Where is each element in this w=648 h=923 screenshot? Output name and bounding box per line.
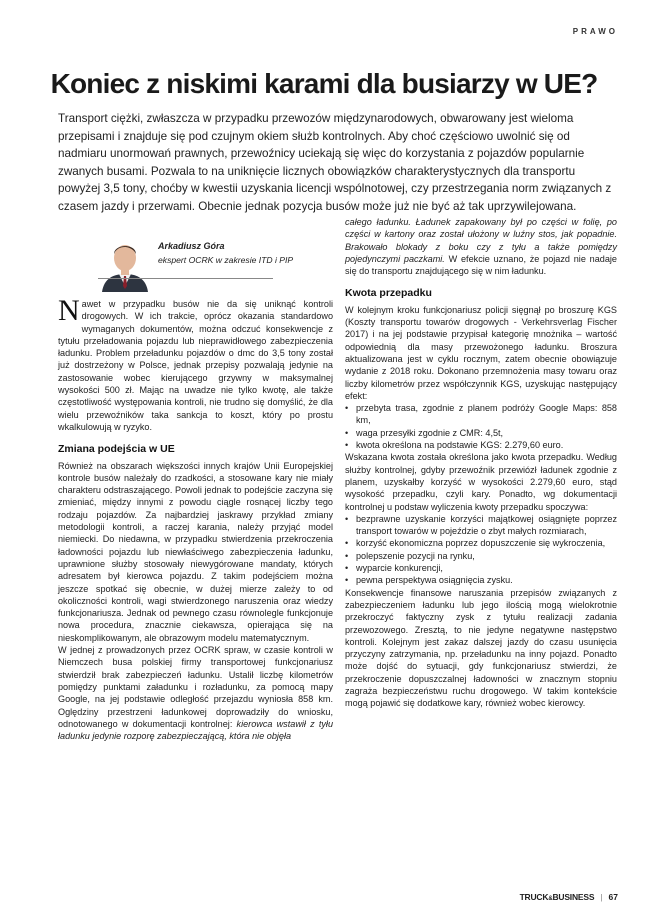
author-name: Arkadiusz Góra <box>158 241 225 251</box>
magazine-logo: TRUCK&BUSINESS <box>519 892 595 902</box>
list-item: • korzyść ekonomiczna poprzez dopuszczenie się wykroczenia, <box>345 537 617 549</box>
list-item: • waga przesyłki zgodnie z CMR: 4,5t, <box>345 427 617 439</box>
list-item: • przebyta trasa, zgodnie z planem podróży Google Maps: 858 km, <box>345 402 617 427</box>
author-info <box>158 240 293 267</box>
drop-cap: N <box>58 294 80 327</box>
page-number: 67 <box>608 892 618 902</box>
section-heading: Zmiana podejścia w UE <box>58 443 175 456</box>
author-box <box>58 216 333 286</box>
avatar <box>98 234 152 292</box>
paragraph: Wskazana kwota została określona jako kwota przepadku. Według służby kontrolnej, gdyby przewoźnik przewiózł ładunek zgodnie z planem, uzyskałby korzyść w wysokości 2.279,60 euro, stąd wysokość przepadku, czyli kary. Ponadto, wg dokumentacji kontrolnej u podstaw wyliczenia kwoty przepadku spoczywa: <box>345 452 617 512</box>
section-heading: Kwota przepadku <box>345 287 432 300</box>
paragraph: W kolejnym kroku funkcjonariusz policji sięgnął po broszurę KGS (Koszty transportu towarów drogowych - Verkehrsverlag Fischer 2017) i na jej podstawie przypisał kategorię mnożnika – wartość odpowiednią dla masy przewożonego ładunku. Broszura aktualizowana jest w cyklu rocznym, zatem obecnie obowiązuje wydanie z 2018 roku. Dokonano przemnożenia masy towaru oraz liczby kilometrów przez współczynnik KGS, uzyskując następujący efekt: <box>345 304 617 401</box>
paragraph: Również na obszarach większości innych krajów Unii Europejskiej kontrole busów należały do rzadkości, a stosowane kary nie miały charakteru odstraszającego. Powoli jednak to podejście zaczyna się zmieniać, między innymi z powodu ciągle rosnącej liczby tego rodzaju pojazdów. Za najbardziej jaskrawy przykład zmiany metodologii kontroli, a raczej karania, należy przyjąć model niemiecki. Do niedawna, w przypadku stwierdzenia przekroczenia ładowności pojazdu lub niewłaściwego zabezpieczenia ładunku, uprawnione służby stosowały niewygórowane mandaty, których adresatem był kierowca pojazdu. Z takim podejściem można jeszcze spotkać się obecnie, w dużej mierze zależy to od okoliczności kontroli, wagi stwierdzonego naruszenia oraz wiedzy funkcjonariusza. Jednak od pewnego czasu równolegle funkcjonuje nowa procedura, znacznie ciekawsza, opierająca się na nieskomplikowanym, ale obrazowym modelu matematycznym. <box>58 460 333 643</box>
list-item: • polepszenie pozycji na rynku, <box>345 550 617 562</box>
page-footer <box>520 892 618 902</box>
list-item: • kwota określona na podstawie KGS: 2.279,60 euro. <box>345 439 617 451</box>
paragraph: całego ładunku. Ładunek zapakowany był po części w folię, po części w kartony oraz został ułożony w luźny stos, jak popadnie. Brakowało blokady z boku czy z tyłu a także pomiędzy pojedynczymi paczkami. W efekcie uznano, że pojazd nie nadaje się do transportu znajdującego się w nim ładunku. <box>345 217 617 277</box>
right-column <box>345 216 617 710</box>
author-role: ekspert OCRK w zakresie ITD i PIP <box>158 255 294 266</box>
left-column <box>58 216 333 742</box>
list-item: • pewna perspektywa osiągnięcia zysku. <box>345 574 617 586</box>
paragraph: Nawet w przypadku busów nie da się uniknąć kontroli drogowych. W ich trakcie, oprócz okazania standardowo wymaganych dokumentów, można odczuć konsekwencje z tytułu przeładowania pojazdu lub nieprawidłowego zabezpieczenia ładunku. Problem przeładunku pojazdów o dmc do 3,5 tony został już dostrzeżony w Polsce, jednak przepisy pozwalają jedynie na zastosowanie wobec kierującego grzywny w maksymalnej wysokości 500 zł. Mając na uwadze nie tylko kwotę, ale także częstotliwość występowania kontroli, nie trudno się domyślić, że dla wielu przewoźników taka sankcja to koszt, który po prostu wkalkulowują w ryzyko. <box>58 294 333 432</box>
author-photo <box>98 234 152 292</box>
paragraph: Konsekwencje finansowe naruszania przepisów związanych z zabezpieczeniem ładunku lub jego ilością mogą wielokrotnie przekroczyć faktyczny zysk z tytułu realizacji zadania przewozowego. Zresztą, to nie jedyne negatywne następstwo kontroli. Kolejnym jest zakaz dalszej jazdy do czasu usunięcia przyczyny zatrzymania, np. przeładunku na inny pojazd. Ponadto może dojść do sytuacji, gdy funkcjonariusz stwierdzi, że przekroczenie dopuszczalnej ładowności w znacznym stopniu zagraża bezpieczeństwu ruchu drogowego. W takim kontekście mogą pojawić się dodatkowe kary, również wobec kierowcy. <box>345 587 617 709</box>
list-item: • bezprawne uzyskanie korzyści majątkowej osiągnięte poprzez transport towarów w pojeździe o zbyt małych rozmiarach, <box>345 513 617 538</box>
paragraph: W jednej z prowadzonych przez OCRK spraw, w czasie kontroli w Niemczech busa polskiej firmy transportowej funkcjonariusz stwierdził brak zabezpieczeń ładunku. Ustalił liczbę kilometrów pomiędzy punktami załadunku i rozładunku, za pomocą mapy Google, na jej podstawie odległość przejazdu wyniosła 858 km. Oględziny przestrzeni ładunkowej doprowadziły do wniosku, odnotowanego w dokumentacji kontrolnej: kierowca wstawił z tyłu ładunku jedynie rozporę zabezpieczającą, która nie objęła <box>58 645 334 742</box>
article-lead: Transport ciężki, zwłaszcza w przypadku przewozów międzynarodowych, obwarowany jest wieloma przepisami i znajduje się pod czujnym okiem służb kontrolnych. Aby choć częściowo uwolnić się od nadmiaru unormowań prawnych, przewoźnicy uciekają się więc do korzystania z pojazdów popularnie zwanych busami. Pozwala to na uniknięcie licznych obowiązków charakterystycznych dla transportu powyżej 3,5 tony, choćby w kwestii uzyskania licencji wspólnotowej, czy przestrzegania norm związanych z czasem jazdy i przerwami. Obecnie jednak pozycja busów może już nie być aż tak uprzywilejowana. <box>58 112 612 213</box>
list-item: • wyparcie konkurencji, <box>345 562 617 574</box>
footer-separator: | <box>600 892 603 902</box>
article-title: Koniec z niskimi karami dla busiarzy w UE? <box>50 68 598 99</box>
bullet-list <box>345 513 617 587</box>
bullet-list <box>345 402 617 451</box>
section-label: PRAWO <box>572 27 618 36</box>
author-divider <box>98 278 273 279</box>
